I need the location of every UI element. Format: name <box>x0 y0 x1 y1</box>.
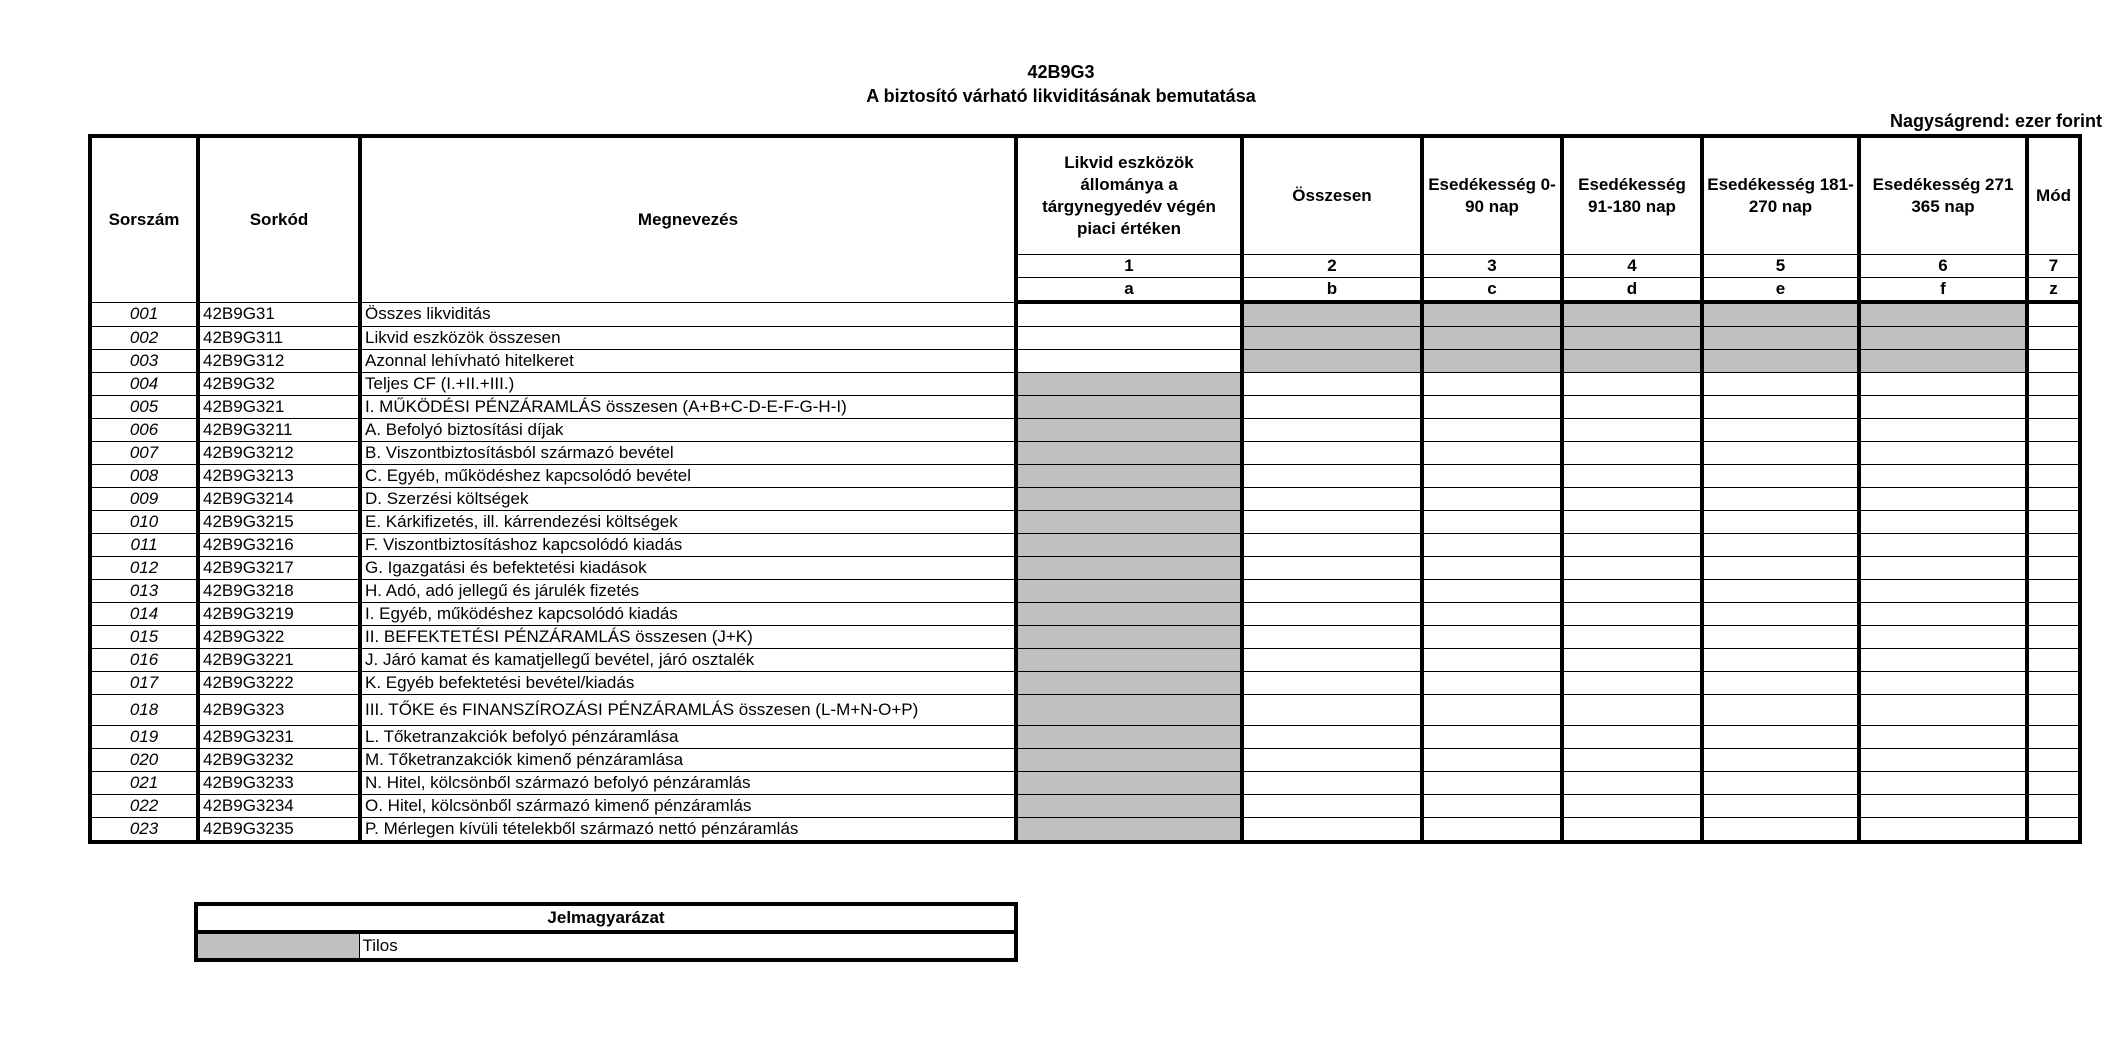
value-cell[interactable] <box>1242 726 1422 749</box>
value-cell[interactable] <box>1859 511 2027 534</box>
col-header-sorkod: Sorkód <box>198 136 360 302</box>
row-number: 006 <box>90 419 198 442</box>
value-cell[interactable] <box>1422 603 1562 626</box>
value-cell[interactable] <box>1242 419 1422 442</box>
row-number: 019 <box>90 726 198 749</box>
value-cell[interactable] <box>1242 488 1422 511</box>
value-cell[interactable] <box>1422 488 1562 511</box>
row-code: 42B9G3221 <box>198 649 360 672</box>
row-name: III. TŐKE és FINANSZÍROZÁSI PÉNZÁRAMLÁS összesen (L-M+N-O+P) <box>360 695 1016 726</box>
table-row <box>90 818 2080 843</box>
row-name: E. Kárkifizetés, ill. kárrendezési költségek <box>360 511 1016 534</box>
value-cell[interactable] <box>2027 511 2080 534</box>
table-row <box>90 557 2080 580</box>
value-cell[interactable] <box>1242 626 1422 649</box>
row-number: 012 <box>90 557 198 580</box>
value-cell[interactable] <box>1859 488 2027 511</box>
report-title: A biztosító várható likviditásának bemutatása <box>866 86 1256 106</box>
value-cell[interactable] <box>1242 511 1422 534</box>
col-number: 4 <box>1562 255 1702 278</box>
disabled-cell <box>1702 302 1859 327</box>
value-cell[interactable] <box>1242 603 1422 626</box>
col-letter: b <box>1242 278 1422 303</box>
disabled-cell <box>1422 327 1562 350</box>
row-number: 018 <box>90 695 198 726</box>
table-row <box>90 534 2080 557</box>
col-header-osszesen: Összesen <box>1242 136 1422 255</box>
row-number: 004 <box>90 373 198 396</box>
row-code: 42B9G3215 <box>198 511 360 534</box>
value-cell[interactable] <box>2027 603 2080 626</box>
table-row <box>90 488 2080 511</box>
value-cell[interactable] <box>1702 818 1859 843</box>
col-header-mod: Mód <box>2027 136 2080 255</box>
col-number: 2 <box>1242 255 1422 278</box>
disabled-cell <box>1859 327 2027 350</box>
table-row <box>90 749 2080 772</box>
value-cell[interactable] <box>1702 672 1859 695</box>
col-number: 5 <box>1702 255 1859 278</box>
value-cell[interactable] <box>1859 695 2027 726</box>
value-cell[interactable] <box>1859 373 2027 396</box>
row-name: II. BEFEKTETÉSI PÉNZÁRAMLÁS összesen (J+K) <box>360 626 1016 649</box>
disabled-cell <box>1016 465 1242 488</box>
value-cell[interactable] <box>1562 580 1702 603</box>
col-number: 6 <box>1859 255 2027 278</box>
legend-swatch-tilos <box>196 932 359 960</box>
value-cell[interactable] <box>1562 373 1702 396</box>
value-cell[interactable] <box>1422 672 1562 695</box>
row-name: N. Hitel, kölcsönből származó befolyó pénzáramlás <box>360 772 1016 795</box>
table-row <box>90 772 2080 795</box>
row-number: 015 <box>90 626 198 649</box>
disabled-cell <box>1016 419 1242 442</box>
row-number: 007 <box>90 442 198 465</box>
table-body <box>90 302 2080 842</box>
row-name: I. Egyéb, működéshez kapcsolódó kiadás <box>360 603 1016 626</box>
disabled-cell <box>1016 557 1242 580</box>
disabled-cell <box>1016 373 1242 396</box>
value-cell[interactable] <box>1702 795 1859 818</box>
value-cell[interactable] <box>1242 373 1422 396</box>
disabled-cell <box>1016 442 1242 465</box>
value-cell[interactable] <box>2027 350 2080 373</box>
value-cell[interactable] <box>1422 419 1562 442</box>
row-number: 009 <box>90 488 198 511</box>
value-cell[interactable] <box>2027 795 2080 818</box>
col-header-0-90: Esedékesség 0-90 nap <box>1422 136 1562 255</box>
disabled-cell <box>1016 726 1242 749</box>
col-number: 3 <box>1422 255 1562 278</box>
value-cell[interactable] <box>2027 772 2080 795</box>
legend-title: Jelmagyarázat <box>196 904 1016 932</box>
value-cell[interactable] <box>2027 580 2080 603</box>
liquidity-table <box>88 134 2082 844</box>
row-number: 003 <box>90 350 198 373</box>
value-cell[interactable] <box>1422 772 1562 795</box>
value-cell[interactable] <box>1242 580 1422 603</box>
disabled-cell <box>1702 327 1859 350</box>
row-name: K. Egyéb befektetési bevétel/kiadás <box>360 672 1016 695</box>
table-row <box>90 626 2080 649</box>
value-cell[interactable] <box>1859 603 2027 626</box>
row-number: 021 <box>90 772 198 795</box>
row-code: 42B9G3213 <box>198 465 360 488</box>
value-cell[interactable] <box>1859 726 2027 749</box>
value-cell[interactable] <box>1422 534 1562 557</box>
disabled-cell <box>1702 350 1859 373</box>
table-row <box>90 442 2080 465</box>
row-number: 023 <box>90 818 198 843</box>
value-cell[interactable] <box>1702 749 1859 772</box>
value-cell[interactable] <box>1702 649 1859 672</box>
value-cell[interactable] <box>1859 419 2027 442</box>
row-code: 42B9G3212 <box>198 442 360 465</box>
value-cell[interactable] <box>2027 396 2080 419</box>
value-cell[interactable] <box>1422 396 1562 419</box>
table-row <box>90 302 2080 327</box>
row-name: O. Hitel, kölcsönből származó kimenő pénzáramlás <box>360 795 1016 818</box>
value-cell[interactable] <box>1859 749 2027 772</box>
legend-table <box>194 902 1018 962</box>
value-cell[interactable] <box>1702 695 1859 726</box>
row-number: 013 <box>90 580 198 603</box>
value-cell[interactable] <box>1562 772 1702 795</box>
row-code: 42B9G322 <box>198 626 360 649</box>
value-cell[interactable] <box>2027 442 2080 465</box>
row-code: 42B9G3218 <box>198 580 360 603</box>
row-number: 017 <box>90 672 198 695</box>
value-cell[interactable] <box>2027 302 2080 327</box>
value-cell[interactable] <box>2027 534 2080 557</box>
row-name: M. Tőketranzakciók kimenő pénzáramlása <box>360 749 1016 772</box>
value-cell[interactable] <box>2027 672 2080 695</box>
value-cell[interactable] <box>1562 795 1702 818</box>
value-cell[interactable] <box>1242 396 1422 419</box>
disabled-cell <box>1422 350 1562 373</box>
value-cell[interactable] <box>2027 649 2080 672</box>
value-cell[interactable] <box>1562 695 1702 726</box>
disabled-cell <box>1562 327 1702 350</box>
disabled-cell <box>1859 350 2027 373</box>
col-letter: e <box>1702 278 1859 303</box>
value-cell[interactable] <box>1242 695 1422 726</box>
value-cell[interactable] <box>1859 772 2027 795</box>
table-row <box>90 726 2080 749</box>
value-cell[interactable] <box>1859 465 2027 488</box>
row-number: 002 <box>90 327 198 350</box>
table-row <box>90 649 2080 672</box>
col-header-271-365: Esedékesség 271 365 nap <box>1859 136 2027 255</box>
value-cell[interactable] <box>2027 327 2080 350</box>
value-cell[interactable] <box>1242 749 1422 772</box>
value-cell[interactable] <box>1242 557 1422 580</box>
disabled-cell <box>1859 302 2027 327</box>
col-letter: z <box>2027 278 2080 303</box>
table-row <box>90 465 2080 488</box>
value-cell[interactable] <box>1242 672 1422 695</box>
disabled-cell <box>1016 672 1242 695</box>
value-cell[interactable] <box>1702 465 1859 488</box>
disabled-cell <box>1016 488 1242 511</box>
value-cell[interactable] <box>1562 818 1702 843</box>
col-header-megnevezes: Megnevezés <box>360 136 1016 302</box>
value-cell[interactable] <box>1702 396 1859 419</box>
row-number: 010 <box>90 511 198 534</box>
value-cell[interactable] <box>2027 626 2080 649</box>
row-name: H. Adó, adó jellegű és járulék fizetés <box>360 580 1016 603</box>
row-name: J. Járó kamat és kamatjellegű bevétel, járó osztalék <box>360 649 1016 672</box>
table-row <box>90 373 2080 396</box>
value-cell[interactable] <box>1859 672 2027 695</box>
value-cell[interactable] <box>1422 373 1562 396</box>
disabled-cell <box>1242 350 1422 373</box>
row-name: Likvid eszközök összesen <box>360 327 1016 350</box>
col-number: 7 <box>2027 255 2080 278</box>
row-code: 42B9G3222 <box>198 672 360 695</box>
row-code: 42B9G3231 <box>198 726 360 749</box>
table-row <box>90 603 2080 626</box>
value-cell[interactable] <box>1859 580 2027 603</box>
value-cell[interactable] <box>1859 626 2027 649</box>
value-cell[interactable] <box>1562 672 1702 695</box>
disabled-cell <box>1242 327 1422 350</box>
value-cell[interactable] <box>1702 511 1859 534</box>
report-code: 42B9G3 <box>1027 62 1095 82</box>
value-cell[interactable] <box>1562 649 1702 672</box>
value-cell[interactable] <box>1242 442 1422 465</box>
disabled-cell <box>1016 603 1242 626</box>
row-code: 42B9G3216 <box>198 534 360 557</box>
disabled-cell <box>1016 649 1242 672</box>
table-row <box>90 580 2080 603</box>
value-cell[interactable] <box>1422 511 1562 534</box>
value-cell[interactable] <box>1702 772 1859 795</box>
value-cell[interactable] <box>1702 534 1859 557</box>
row-name: G. Igazgatási és befektetési kiadások <box>360 557 1016 580</box>
table-row <box>90 327 2080 350</box>
value-cell[interactable] <box>2027 373 2080 396</box>
table-row <box>90 672 2080 695</box>
row-number: 008 <box>90 465 198 488</box>
col-letter: a <box>1016 278 1242 303</box>
row-code: 42B9G3219 <box>198 603 360 626</box>
disabled-cell <box>1016 534 1242 557</box>
value-cell[interactable] <box>1562 488 1702 511</box>
value-cell[interactable] <box>1859 396 2027 419</box>
table-row <box>90 695 2080 726</box>
col-header-likvid: Likvid eszközök állománya a tárgynegyedév végén piaci értéken <box>1016 136 1242 255</box>
value-cell[interactable] <box>1702 557 1859 580</box>
value-cell[interactable] <box>1422 749 1562 772</box>
col-letter: c <box>1422 278 1562 303</box>
value-cell[interactable] <box>1859 442 2027 465</box>
value-cell[interactable] <box>2027 695 2080 726</box>
row-name: A. Befolyó biztosítási díjak <box>360 419 1016 442</box>
row-code: 42B9G311 <box>198 327 360 350</box>
row-code: 42B9G3217 <box>198 557 360 580</box>
value-cell[interactable] <box>1422 818 1562 843</box>
value-cell[interactable] <box>1422 649 1562 672</box>
disabled-cell <box>1016 396 1242 419</box>
disabled-cell <box>1016 749 1242 772</box>
disabled-cell <box>1016 580 1242 603</box>
row-code: 42B9G321 <box>198 396 360 419</box>
row-name: L. Tőketranzakciók befolyó pénzáramlása <box>360 726 1016 749</box>
value-cell[interactable] <box>1242 795 1422 818</box>
value-cell[interactable] <box>1702 442 1859 465</box>
row-code: 42B9G3235 <box>198 818 360 843</box>
row-code: 42B9G3232 <box>198 749 360 772</box>
disabled-cell <box>1562 350 1702 373</box>
col-letter: d <box>1562 278 1702 303</box>
value-cell[interactable] <box>1702 626 1859 649</box>
value-cell[interactable] <box>1422 442 1562 465</box>
disabled-cell <box>1016 818 1242 843</box>
value-cell[interactable] <box>1702 373 1859 396</box>
value-cell[interactable] <box>1016 327 1242 350</box>
disabled-cell <box>1016 695 1242 726</box>
value-cell[interactable] <box>1242 649 1422 672</box>
table-row <box>90 511 2080 534</box>
value-cell[interactable] <box>1422 580 1562 603</box>
value-cell[interactable] <box>1422 695 1562 726</box>
col-header-sorszam: Sorszám <box>90 136 198 302</box>
row-name: D. Szerzési költségek <box>360 488 1016 511</box>
col-header-181-270: Esedékesség 181-270 nap <box>1702 136 1859 255</box>
disabled-cell <box>1422 302 1562 327</box>
title-block <box>0 60 2122 108</box>
col-letter: f <box>1859 278 2027 303</box>
value-cell[interactable] <box>1859 795 2027 818</box>
row-name: C. Egyéb, működéshez kapcsolódó bevétel <box>360 465 1016 488</box>
disabled-cell <box>1016 626 1242 649</box>
row-code: 42B9G323 <box>198 695 360 726</box>
value-cell[interactable] <box>1422 795 1562 818</box>
value-cell[interactable] <box>1859 557 2027 580</box>
value-cell[interactable] <box>1422 557 1562 580</box>
value-cell[interactable] <box>1242 772 1422 795</box>
value-cell[interactable] <box>1562 557 1702 580</box>
value-cell[interactable] <box>1562 603 1702 626</box>
row-name: P. Mérlegen kívüli tételekből származó nettó pénzáramlás <box>360 818 1016 843</box>
value-cell[interactable] <box>1562 749 1702 772</box>
value-cell[interactable] <box>1702 603 1859 626</box>
value-cell[interactable] <box>1422 626 1562 649</box>
value-cell[interactable] <box>2027 557 2080 580</box>
value-cell[interactable] <box>1562 534 1702 557</box>
table-row <box>90 396 2080 419</box>
value-cell[interactable] <box>1422 726 1562 749</box>
row-code: 42B9G3233 <box>198 772 360 795</box>
value-cell[interactable] <box>2027 465 2080 488</box>
value-cell[interactable] <box>1562 726 1702 749</box>
legend-label-tilos: Tilos <box>359 932 1016 960</box>
disabled-cell <box>1016 772 1242 795</box>
row-name: Teljes CF (I.+II.+III.) <box>360 373 1016 396</box>
disabled-cell <box>1016 511 1242 534</box>
row-name: I. MŰKÖDÉSI PÉNZÁRAMLÁS összesen (A+B+C-D-E-F-G-H-I) <box>360 396 1016 419</box>
row-name: Összes likviditás <box>360 302 1016 327</box>
table-row <box>90 795 2080 818</box>
row-code: 42B9G3211 <box>198 419 360 442</box>
disabled-cell <box>1242 302 1422 327</box>
row-code: 42B9G31 <box>198 302 360 327</box>
col-number: 1 <box>1016 255 1242 278</box>
value-cell[interactable] <box>1016 350 1242 373</box>
value-cell[interactable] <box>1702 580 1859 603</box>
disabled-cell <box>1016 795 1242 818</box>
row-code: 42B9G3214 <box>198 488 360 511</box>
value-cell[interactable] <box>1702 419 1859 442</box>
value-cell[interactable] <box>2027 818 2080 843</box>
value-cell[interactable] <box>1859 534 2027 557</box>
disabled-cell <box>1562 302 1702 327</box>
value-cell[interactable] <box>2027 488 2080 511</box>
value-cell[interactable] <box>1562 442 1702 465</box>
value-cell[interactable] <box>1242 465 1422 488</box>
value-cell[interactable] <box>1562 465 1702 488</box>
table-row <box>90 419 2080 442</box>
row-number: 020 <box>90 749 198 772</box>
value-cell[interactable] <box>1562 396 1702 419</box>
header-row <box>90 136 2080 255</box>
value-cell[interactable] <box>1562 626 1702 649</box>
col-header-91-180: Esedékesség 91-180 nap <box>1562 136 1702 255</box>
row-code: 42B9G3234 <box>198 795 360 818</box>
row-number: 001 <box>90 302 198 327</box>
row-name: B. Viszontbiztosításból származó bevétel <box>360 442 1016 465</box>
value-cell[interactable] <box>1859 818 2027 843</box>
value-cell[interactable] <box>1562 511 1702 534</box>
row-number: 005 <box>90 396 198 419</box>
row-code: 42B9G312 <box>198 350 360 373</box>
row-number: 016 <box>90 649 198 672</box>
row-number: 022 <box>90 795 198 818</box>
row-name: Azonnal lehívható hitelkeret <box>360 350 1016 373</box>
value-cell[interactable] <box>2027 419 2080 442</box>
row-number: 014 <box>90 603 198 626</box>
value-cell[interactable] <box>1242 818 1422 843</box>
table-row <box>90 350 2080 373</box>
value-cell[interactable] <box>1702 726 1859 749</box>
value-cell[interactable] <box>1702 488 1859 511</box>
unit-note: Nagyságrend: ezer forint <box>1889 111 2102 131</box>
row-name: F. Viszontbiztosításhoz kapcsolódó kiadás <box>360 534 1016 557</box>
row-number: 011 <box>90 534 198 557</box>
value-cell[interactable] <box>1562 419 1702 442</box>
value-cell[interactable] <box>1016 302 1242 327</box>
value-cell[interactable] <box>1859 649 2027 672</box>
value-cell[interactable] <box>2027 726 2080 749</box>
value-cell[interactable] <box>1422 465 1562 488</box>
value-cell[interactable] <box>1242 534 1422 557</box>
row-code: 42B9G32 <box>198 373 360 396</box>
value-cell[interactable] <box>2027 749 2080 772</box>
